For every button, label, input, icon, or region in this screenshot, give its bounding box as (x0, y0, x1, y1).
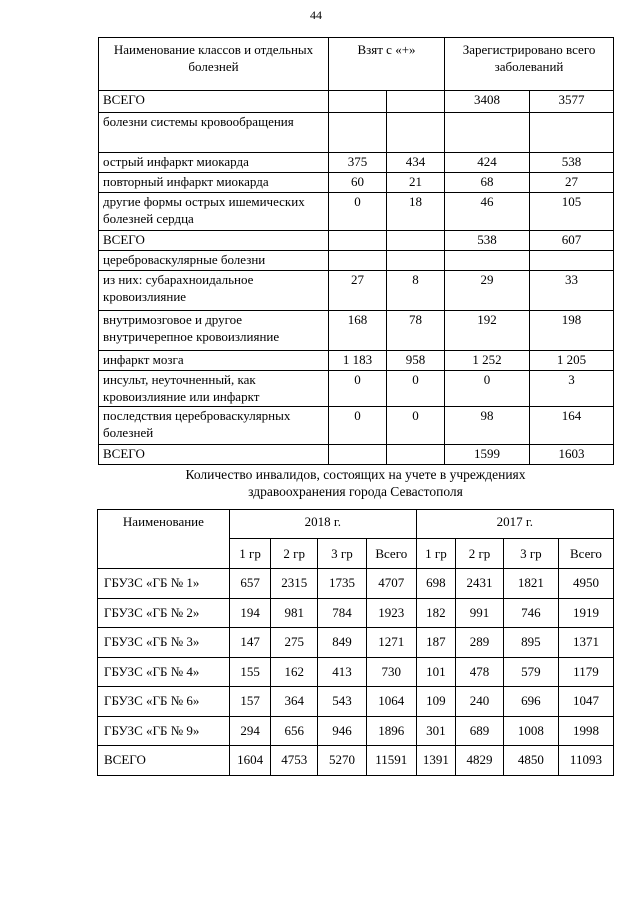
count-cell: 895 (503, 628, 558, 658)
header-year-2017: 2017 г. (416, 510, 613, 539)
disease-value-cell: 0 (387, 407, 445, 445)
header-year-2018: 2018 г. (229, 510, 416, 539)
disease-value-cell: 0 (329, 407, 387, 445)
disease-row (99, 193, 614, 231)
disease-value-cell: 3577 (530, 91, 614, 113)
count-cell: 946 (318, 716, 367, 746)
caption-line-2: здравоохранения города Севастополя (248, 484, 463, 499)
count-cell: 784 (318, 598, 367, 628)
count-cell: 1047 (558, 687, 613, 717)
count-cell: 289 (456, 628, 504, 658)
count-cell: 4707 (366, 569, 416, 599)
disease-value-cell (445, 251, 530, 271)
disease-row (99, 311, 614, 351)
count-cell: 1064 (366, 687, 416, 717)
disease-label: из них: субарахноидальное кровоизлияние (99, 271, 329, 311)
disease-value-cell (387, 231, 445, 251)
institution-name: ГБУЗС «ГБ № 1» (98, 569, 230, 599)
count-cell: 301 (416, 716, 455, 746)
count-cell: 275 (271, 628, 318, 658)
group-subheader: 1 гр (416, 539, 455, 569)
disease-value-cell (329, 91, 387, 113)
count-cell: 240 (456, 687, 504, 717)
count-cell: 1271 (366, 628, 416, 658)
count-cell: 698 (416, 569, 455, 599)
institution-row (98, 569, 614, 599)
count-cell: 413 (318, 657, 367, 687)
disease-value-cell: 8 (387, 271, 445, 311)
disease-label: цереброваскулярные болезни (99, 251, 329, 271)
disease-label: внутримозговое и другое внутричерепное кровоизлияние (99, 311, 329, 351)
header-institution-name: Наименование (98, 510, 230, 569)
disease-value-cell: 1 252 (445, 351, 530, 371)
disease-value-cell: 46 (445, 193, 530, 231)
disease-value-cell: 198 (530, 311, 614, 351)
count-cell: 1008 (503, 716, 558, 746)
disease-value-cell: 958 (387, 351, 445, 371)
institution-row (98, 628, 614, 658)
disease-label: ВСЕГО (99, 445, 329, 465)
count-cell: 1919 (558, 598, 613, 628)
count-cell: 1179 (558, 657, 613, 687)
disease-label: повторный инфаркт миокарда (99, 173, 329, 193)
institution-name: ГБУЗС «ГБ № 3» (98, 628, 230, 658)
disease-value-cell: 3408 (445, 91, 530, 113)
disease-label: болезни системы кровообращения (99, 113, 329, 153)
disease-value-cell: 68 (445, 173, 530, 193)
disease-value-cell: 3 (530, 371, 614, 407)
disease-value-cell: 375 (329, 153, 387, 173)
disease-label: последствия цереброваскулярных болезней (99, 407, 329, 445)
count-cell: 182 (416, 598, 455, 628)
disease-value-cell: 78 (387, 311, 445, 351)
disease-value-cell: 1 183 (329, 351, 387, 371)
count-cell: 1604 (229, 746, 271, 776)
disease-value-cell (387, 445, 445, 465)
disease-label: инфаркт мозга (99, 351, 329, 371)
group-subheader: 2 гр (271, 539, 318, 569)
institution-row (98, 598, 614, 628)
disease-value-cell (530, 251, 614, 271)
disease-value-cell: 105 (530, 193, 614, 231)
count-cell: 157 (229, 687, 271, 717)
caption-line-1: Количество инвалидов, состоящих на учете в учреждениях (185, 467, 526, 482)
count-cell: 109 (416, 687, 455, 717)
count-cell: 2431 (456, 569, 504, 599)
disease-value-cell: 0 (329, 193, 387, 231)
count-cell: 543 (318, 687, 367, 717)
disease-value-cell: 60 (329, 173, 387, 193)
count-cell: 155 (229, 657, 271, 687)
count-cell: 2315 (271, 569, 318, 599)
disabled-persons-table (97, 509, 614, 776)
count-cell: 4950 (558, 569, 613, 599)
count-cell: 162 (271, 657, 318, 687)
disease-row (99, 153, 614, 173)
disease-value-cell: 29 (445, 271, 530, 311)
count-cell: 4850 (503, 746, 558, 776)
disease-value-cell: 27 (329, 271, 387, 311)
group-subheader: 3 гр (503, 539, 558, 569)
disease-value-cell: 1599 (445, 445, 530, 465)
group-subheader: 1 гр (229, 539, 271, 569)
disease-value-cell: 192 (445, 311, 530, 351)
count-cell: 1821 (503, 569, 558, 599)
disease-value-cell (329, 113, 387, 153)
count-cell: 981 (271, 598, 318, 628)
disease-value-cell: 1603 (530, 445, 614, 465)
disease-value-cell: 0 (329, 371, 387, 407)
institution-row (98, 657, 614, 687)
count-cell: 294 (229, 716, 271, 746)
disease-value-cell: 168 (329, 311, 387, 351)
count-cell: 187 (416, 628, 455, 658)
disease-value-cell (387, 113, 445, 153)
count-cell: 194 (229, 598, 271, 628)
disease-label: ВСЕГО (99, 91, 329, 113)
count-cell: 730 (366, 657, 416, 687)
disease-value-cell: 607 (530, 231, 614, 251)
count-cell: 11591 (366, 746, 416, 776)
disease-value-cell (329, 445, 387, 465)
diseases-table (98, 37, 614, 465)
disease-value-cell: 21 (387, 173, 445, 193)
disease-value-cell: 0 (445, 371, 530, 407)
disease-value-cell: 27 (530, 173, 614, 193)
institution-row (98, 716, 614, 746)
count-cell: 4829 (456, 746, 504, 776)
count-cell: 746 (503, 598, 558, 628)
count-cell: 579 (503, 657, 558, 687)
header-registered: Зарегистрировано всего заболеваний (445, 38, 614, 91)
institution-row (98, 687, 614, 717)
institution-row (98, 746, 614, 776)
table-caption (98, 466, 613, 500)
institution-name: ГБУЗС «ГБ № 9» (98, 716, 230, 746)
disease-value-cell: 98 (445, 407, 530, 445)
count-cell: 1735 (318, 569, 367, 599)
disease-value-cell: 434 (387, 153, 445, 173)
count-cell: 696 (503, 687, 558, 717)
count-cell: 4753 (271, 746, 318, 776)
header-taken: Взят с «+» (329, 38, 445, 91)
disease-value-cell (387, 91, 445, 113)
disease-label: другие формы острых ишемических болезней сердца (99, 193, 329, 231)
count-cell: 1391 (416, 746, 455, 776)
disease-row (99, 113, 614, 153)
page-number: 44 (310, 8, 322, 22)
disease-value-cell: 18 (387, 193, 445, 231)
disease-value-cell: 1 205 (530, 351, 614, 371)
disease-value-cell: 424 (445, 153, 530, 173)
disease-label: ВСЕГО (99, 231, 329, 251)
disease-value-cell (387, 251, 445, 271)
count-cell: 478 (456, 657, 504, 687)
disease-row (99, 91, 614, 113)
disease-value-cell: 0 (387, 371, 445, 407)
count-cell: 1896 (366, 716, 416, 746)
disease-value-cell: 33 (530, 271, 614, 311)
group-subheader: 3 гр (318, 539, 367, 569)
disease-label: острый инфаркт миокарда (99, 153, 329, 173)
count-cell: 657 (229, 569, 271, 599)
count-cell: 5270 (318, 746, 367, 776)
disease-row (99, 351, 614, 371)
disease-value-cell (329, 251, 387, 271)
disease-row (99, 173, 614, 193)
count-cell: 364 (271, 687, 318, 717)
disease-row (99, 271, 614, 311)
count-cell: 1998 (558, 716, 613, 746)
group-subheader: Всего (366, 539, 416, 569)
disease-row (99, 251, 614, 271)
disease-row (99, 231, 614, 251)
count-cell: 147 (229, 628, 271, 658)
group-subheader: Всего (558, 539, 613, 569)
institution-name: ГБУЗС «ГБ № 4» (98, 657, 230, 687)
disease-row (99, 445, 614, 465)
disease-row (99, 371, 614, 407)
header-disease-name: Наименование классов и отдельных болезней (99, 38, 329, 91)
count-cell: 689 (456, 716, 504, 746)
count-cell: 1371 (558, 628, 613, 658)
count-cell: 1923 (366, 598, 416, 628)
group-subheader: 2 гр (456, 539, 504, 569)
disease-value-cell (530, 113, 614, 153)
disease-value-cell: 538 (530, 153, 614, 173)
count-cell: 101 (416, 657, 455, 687)
disease-value-cell (329, 231, 387, 251)
institution-name: ВСЕГО (98, 746, 230, 776)
disease-label: инсульт, неуточненный, как кровоизлияние или инфаркт (99, 371, 329, 407)
count-cell: 991 (456, 598, 504, 628)
count-cell: 11093 (558, 746, 613, 776)
count-cell: 849 (318, 628, 367, 658)
institution-name: ГБУЗС «ГБ № 6» (98, 687, 230, 717)
disease-value-cell (445, 113, 530, 153)
institution-name: ГБУЗС «ГБ № 2» (98, 598, 230, 628)
count-cell: 656 (271, 716, 318, 746)
disease-row (99, 407, 614, 445)
disease-value-cell: 164 (530, 407, 614, 445)
disease-value-cell: 538 (445, 231, 530, 251)
